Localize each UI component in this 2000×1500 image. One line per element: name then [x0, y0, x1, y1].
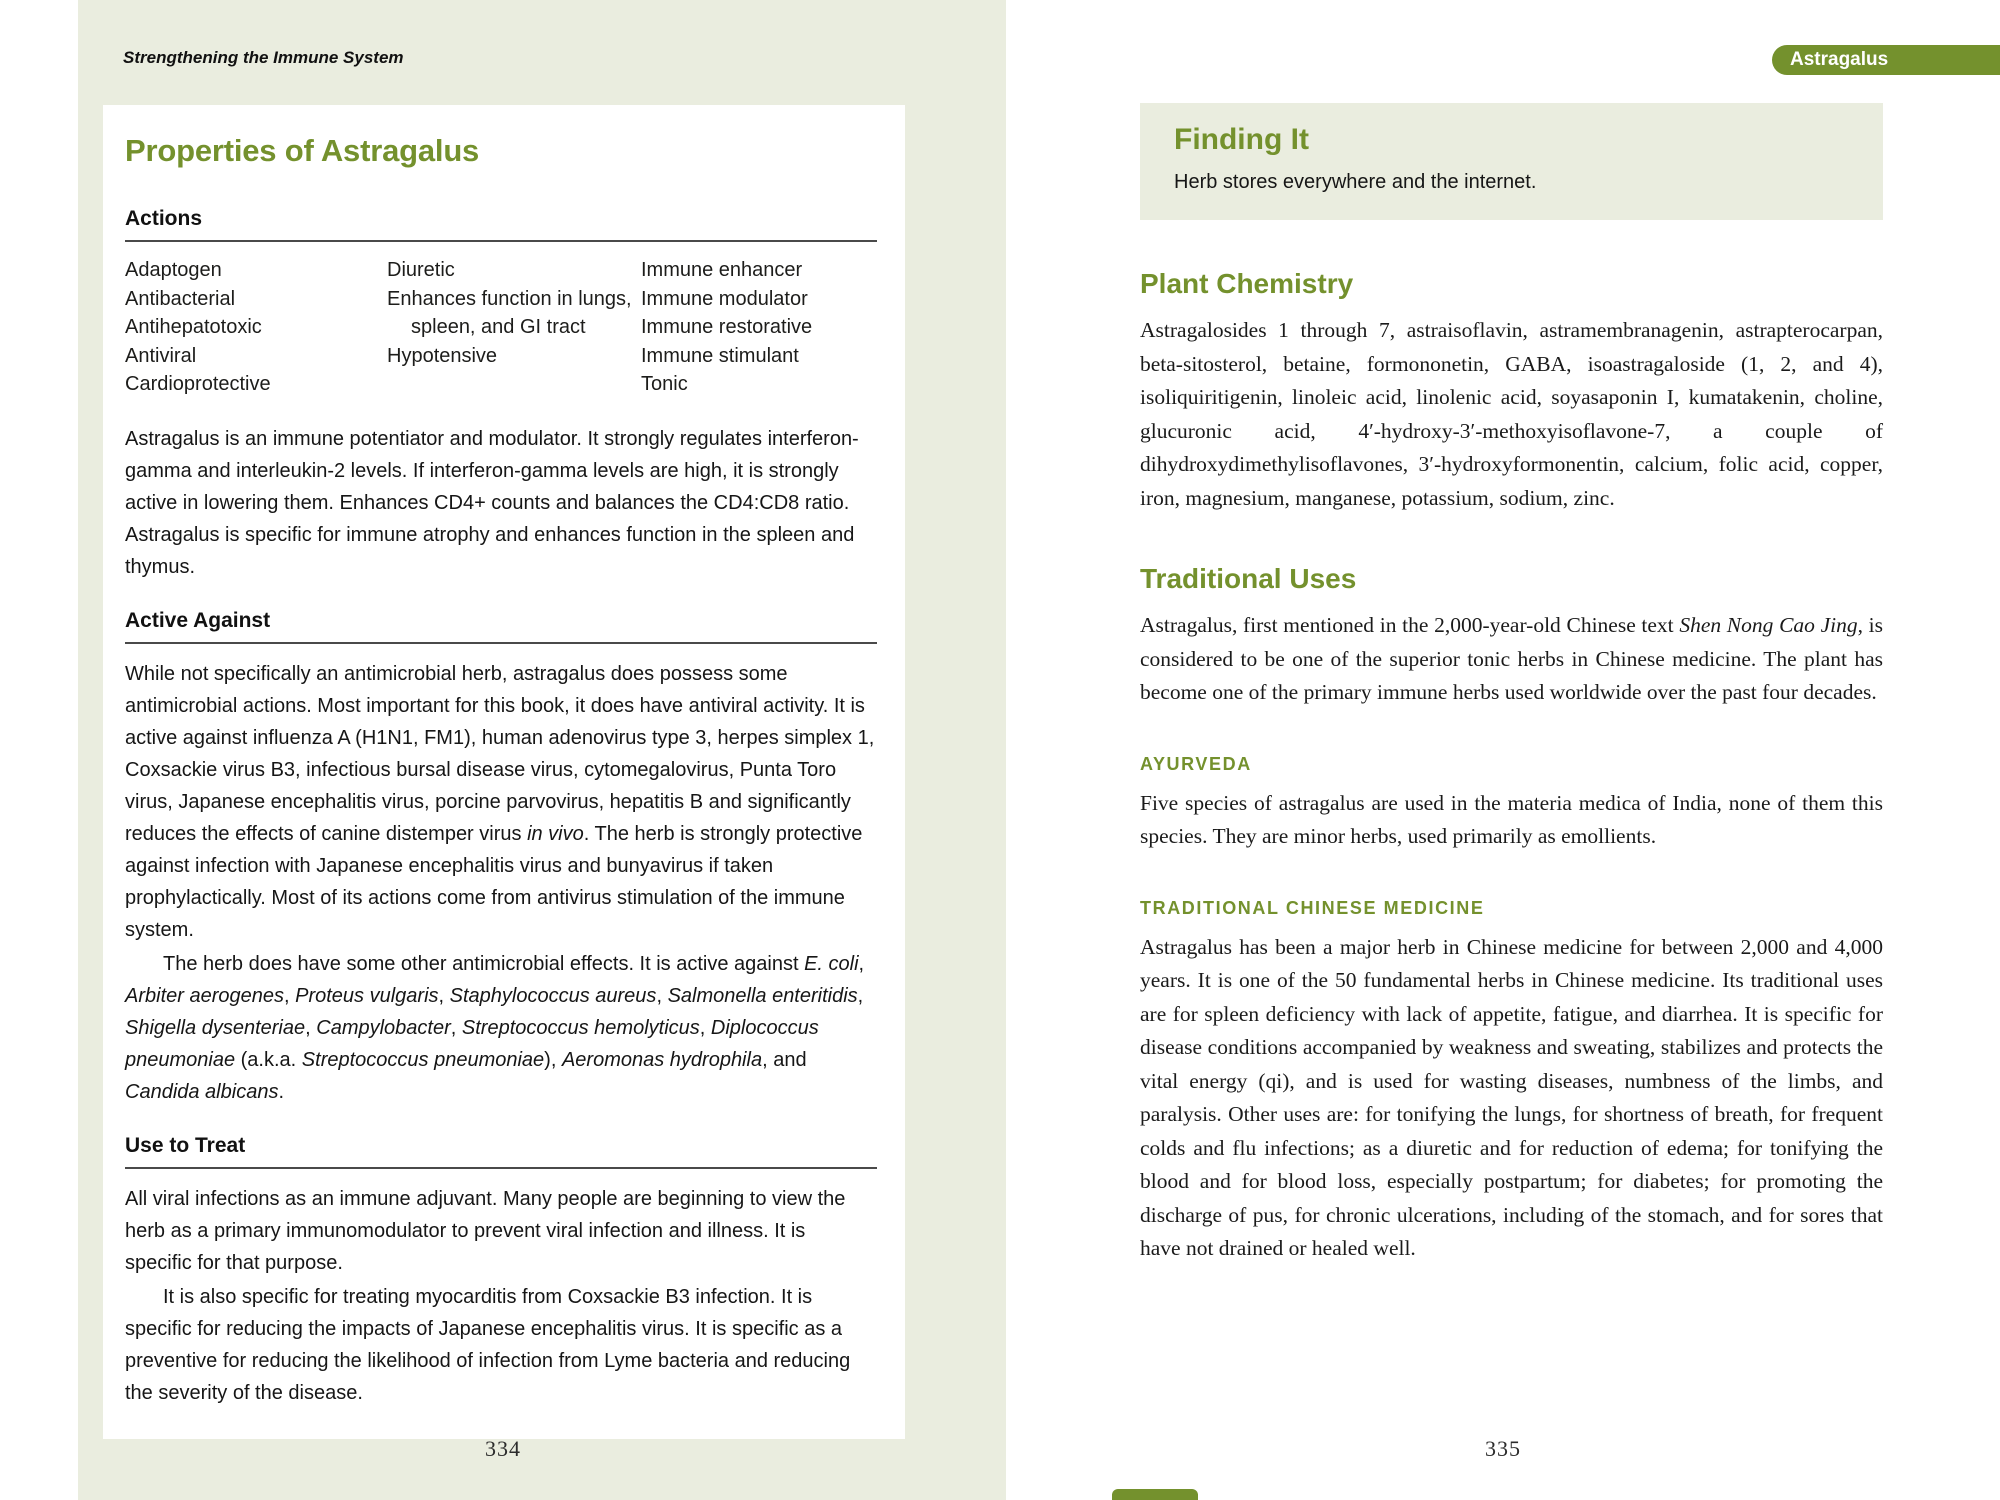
use-to-treat-paragraph-2: It is also specific for treating myocarditis from Coxsackie B3 infection. It is specific for reducing the impacts of Japanese encephalitis virus. It is specific as a preventive for reducing the likelihood of infection from Lyme bacteria and reducing the severity of the disease. [125, 1285, 851, 1404]
traditional-uses-paragraph: Astragalus, first mentioned in the 2,000-year-old Chinese text Shen Nong Cao Jing, is considered to be one of the superior tonic herbs in Chinese medicine. The plant has become one of the primary immune herbs used worldwide over the past four decades. [1140, 613, 1883, 704]
active-against-section [125, 609, 877, 1108]
actions-heading: Actions [125, 207, 877, 242]
action-item: Immune stimulant [641, 344, 799, 367]
left-page-number: 334 [485, 1436, 521, 1461]
chapter-tab: Astragalus [1772, 45, 2000, 75]
active-against-paragraph-2: The herb does have some other antimicrobial effects. It is active against E. coli, Arbiter aerogenes, Proteus vulgaris, Staphylococcus aureus, Salmonella enteritidis, Shigella dysenteriae, Campylobacter, Streptococcus hemolyticus, Diplococcus pneumoniae (a.k.a. Streptococcus pneumoniae), Aeromonas hydrophila, and Candida albicans. [125, 952, 865, 1103]
action-item: Antiviral [125, 344, 197, 367]
right-page-number: 335 [1485, 1436, 1521, 1461]
use-to-treat-heading: Use to Treat [125, 1134, 877, 1169]
action-item: Enhances function in lungs, spleen, and GI tract [387, 287, 632, 338]
actions-column-1 [125, 256, 387, 399]
action-item: Hypotensive [387, 344, 498, 367]
actions-column-2 [387, 256, 641, 399]
actions-column-3 [641, 256, 877, 399]
plant-chemistry-heading: Plant Chemistry [1140, 268, 1354, 299]
use-to-treat-paragraph-1: All viral infections as an immune adjuvant. Many people are beginning to view the herb as a primary immunomodulator to prevent viral infection and illness. It is specific for that purpose. [125, 1187, 846, 1274]
tcm-paragraph: Astragalus has been a major herb in Chinese medicine for between 2,000 and 4,000 years. It is one of the 50 fundamental herbs in Chinese medicine. Its traditional uses are for spleen deficiency with lack of appetite, fatigue, and diarrhea. It is specific for disease conditions accompanied by weakness and sweating, stabilizes and protects the vital energy (qi), and is used for wasting diseases, numbness of the limbs, and paralysis. Other uses are: for tonifying the lungs, for shortness of breath, for frequent colds and flu infections; as a diuretic and for reduction of edema; for tonifying the blood and for blood loss, especially postpartum; for diabetes; for promoting the discharge of pus, for chronic ulcerations, including of the stomach, and for sores that have not drained or healed well. [1140, 934, 1883, 1260]
actions-summary-paragraph: Astragalus is an immune potentiator and modulator. It strongly regulates interferon-gamma and interleukin-2 levels. If interferon-gamma levels are high, it is strongly active in lowering them. Enhances CD4+ counts and balances the CD4:CD8 ratio. Astragalus is specific for immune atrophy and enhances function in the spleen and thymus. [125, 427, 859, 578]
running-head: Strengthening the Immune System [123, 48, 404, 67]
action-item: Adaptogen [125, 259, 222, 281]
action-item: Immune enhancer [641, 259, 803, 281]
action-item: Diuretic [387, 259, 455, 281]
plant-chemistry-paragraph: Astragalosides 1 through 7, astraisoflavin, astramembranagenin, astrapterocarpan, beta-sitosterol, betaine, formononetin, GABA, isoastragaloside (1, 2, and 4), isoliquiritigenin, linoleic acid, linolenic acid, soyasaponin I, kumatakenin, choline, glucuronic acid, 4′-hydroxy-3′-methoxyisoflavone-7, a couple of dihydroxydimethylisoflavones, 3′-hydroxyformonentin, calcium, folic acid, copper, iron, magnesium, manganese, potassium, sodium, zinc. [1140, 318, 1883, 510]
use-to-treat-section [125, 1134, 877, 1409]
action-item: Antibacterial [125, 287, 236, 310]
finding-it-title: Finding It [1174, 123, 1309, 156]
properties-box [103, 105, 905, 1439]
actions-section [125, 207, 877, 583]
right-page-content [1140, 103, 1883, 1266]
action-item: Tonic [641, 373, 688, 395]
action-item: Antihepatotoxic [125, 316, 262, 338]
action-item: Immune modulator [641, 287, 808, 310]
active-against-heading: Active Against [125, 609, 877, 644]
actions-columns [125, 256, 877, 399]
ayurveda-heading: AYURVEDA [1140, 753, 1252, 774]
ayurveda-paragraph: Five species of astragalus are used in the materia medica of India, none of them this species. They are minor herbs, used primarily as emollients. [1140, 790, 1883, 848]
properties-title: Properties of Astragalus [125, 133, 480, 168]
action-item: Cardioprotective [125, 373, 271, 395]
traditional-uses-heading: Traditional Uses [1140, 563, 1357, 594]
bottom-edge-tab [1112, 1489, 1198, 1500]
finding-it-box [1140, 103, 1883, 220]
action-item: Immune restorative [641, 316, 813, 338]
tcm-heading: TRADITIONAL CHINESE MEDICINE [1140, 897, 1485, 918]
finding-it-text: Herb stores everywhere and the internet. [1174, 171, 1537, 193]
active-against-paragraph-1: While not specifically an antimicrobial herb, astragalus does possess some antimicrobial actions. Most important for this book, it does have antiviral activity. It is active against influenza A (H1N1, FM1), human adenovirus type 3, herpes simplex 1, Coxsackie virus B3, infectious bursal disease virus, cytomegalovirus, Punta Toro virus, Japanese encephalitis virus, porcine parvovirus, hepatitis B and significantly reduces the effects of canine distemper virus in vivo. The herb is strongly protective against infection with Japanese encephalitis virus and bunyavirus if taken prophylactically. Most of its actions come from antivirus stimulation of the immune system. [125, 662, 875, 941]
